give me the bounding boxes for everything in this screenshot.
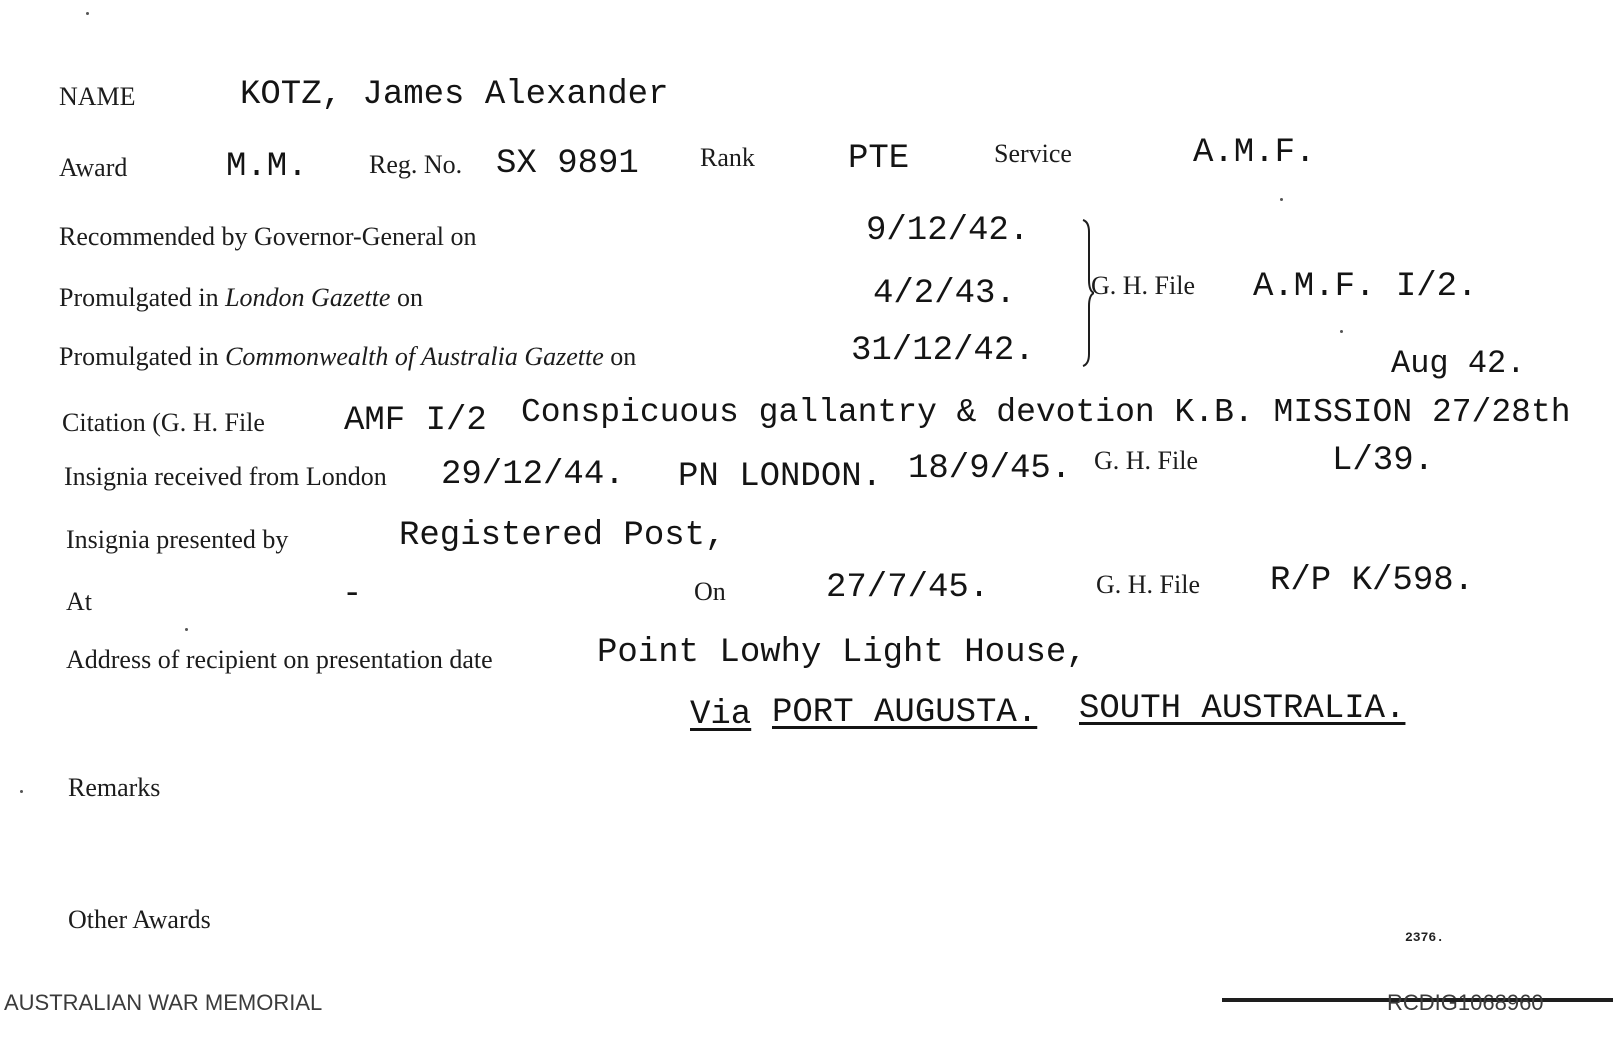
scan-speck <box>20 790 23 793</box>
on-word: on <box>396 283 423 312</box>
other-awards-label: Other Awards <box>68 905 211 934</box>
name-value: KOTZ, James Alexander <box>240 76 669 114</box>
london-gazette-label <box>59 283 423 313</box>
remarks-label: Remarks <box>68 773 161 802</box>
commonwealth-gazette-name: Commonwealth of Australia Gazette <box>225 342 604 371</box>
promulgated-prefix: Promulgated in <box>59 283 219 312</box>
name-label: NAME <box>59 82 136 111</box>
insignia-received-date-2: 18/9/45. <box>908 450 1072 488</box>
service-label: Service <box>994 139 1072 168</box>
citation-label: Citation (G. H. File <box>62 408 265 437</box>
address-line-1: Point Lowhy Light House, <box>597 634 1087 672</box>
citation-file: AMF I/2 <box>344 402 487 440</box>
gazette-gh-file-label: G. H. File <box>1091 271 1195 300</box>
reg-no-label: Reg. No. <box>369 150 463 179</box>
commonwealth-gazette-label <box>59 342 636 372</box>
london-gazette-name: London Gazette <box>225 283 391 312</box>
award-label: Award <box>59 153 128 182</box>
service-value: A.M.F. <box>1193 134 1316 172</box>
address-state: SOUTH AUSTRALIA. <box>1079 690 1406 728</box>
address-via: Via <box>690 696 752 734</box>
scan-speck <box>1280 198 1283 201</box>
recommended-label: Recommended by Governor-General on <box>59 222 477 251</box>
citation-text: Conspicuous gallantry & devotion K.B. MISSION 27/28th <box>521 394 1571 431</box>
insignia-received-date: 29/12/44. <box>441 456 625 494</box>
scan-speck <box>185 628 188 631</box>
commonwealth-gazette-date: 31/12/42. <box>851 332 1035 370</box>
promulgated-prefix-2: Promulgated in <box>59 342 219 371</box>
insignia-gh-file-label: G. H. File <box>1094 446 1198 475</box>
insignia-received-note: PN LONDON. <box>678 458 883 496</box>
at-label: At <box>66 587 92 616</box>
rank-value: PTE <box>848 140 910 178</box>
on-label: On <box>694 577 726 606</box>
rank-label: Rank <box>700 143 755 172</box>
presented-by-value: Registered Post, <box>399 517 726 555</box>
address-label: Address of recipient on presentation date <box>66 645 493 674</box>
insignia-presented-label: Insignia presented by <box>66 525 289 554</box>
recommended-date: 9/12/42. <box>866 212 1030 250</box>
card-number: 2376. <box>1405 930 1445 945</box>
insignia-gh-file-value: L/39. <box>1332 442 1435 480</box>
gazette-note: Aug 42. <box>1391 345 1526 382</box>
scan-speck <box>86 12 89 15</box>
footer-right: RCDIG1068960 <box>1387 990 1544 1015</box>
on-word-2: on <box>610 342 637 371</box>
address-port: PORT AUGUSTA. <box>772 694 1038 732</box>
insignia-received-label: Insignia received from London <box>64 462 387 491</box>
scan-speck <box>1340 330 1343 333</box>
at-value: - <box>342 576 363 614</box>
award-value: M.M. <box>226 148 308 186</box>
presented-gh-file-value: R/P K/598. <box>1270 562 1475 600</box>
reg-no-value: SX 9891 <box>496 145 639 183</box>
gazette-gh-file-value: A.M.F. I/2. <box>1253 268 1478 306</box>
footer-left: AUSTRALIAN WAR MEMORIAL <box>4 990 323 1015</box>
london-gazette-date: 4/2/43. <box>873 275 1016 313</box>
presented-gh-file-label: G. H. File <box>1096 570 1200 599</box>
on-date-value: 27/7/45. <box>826 569 990 607</box>
